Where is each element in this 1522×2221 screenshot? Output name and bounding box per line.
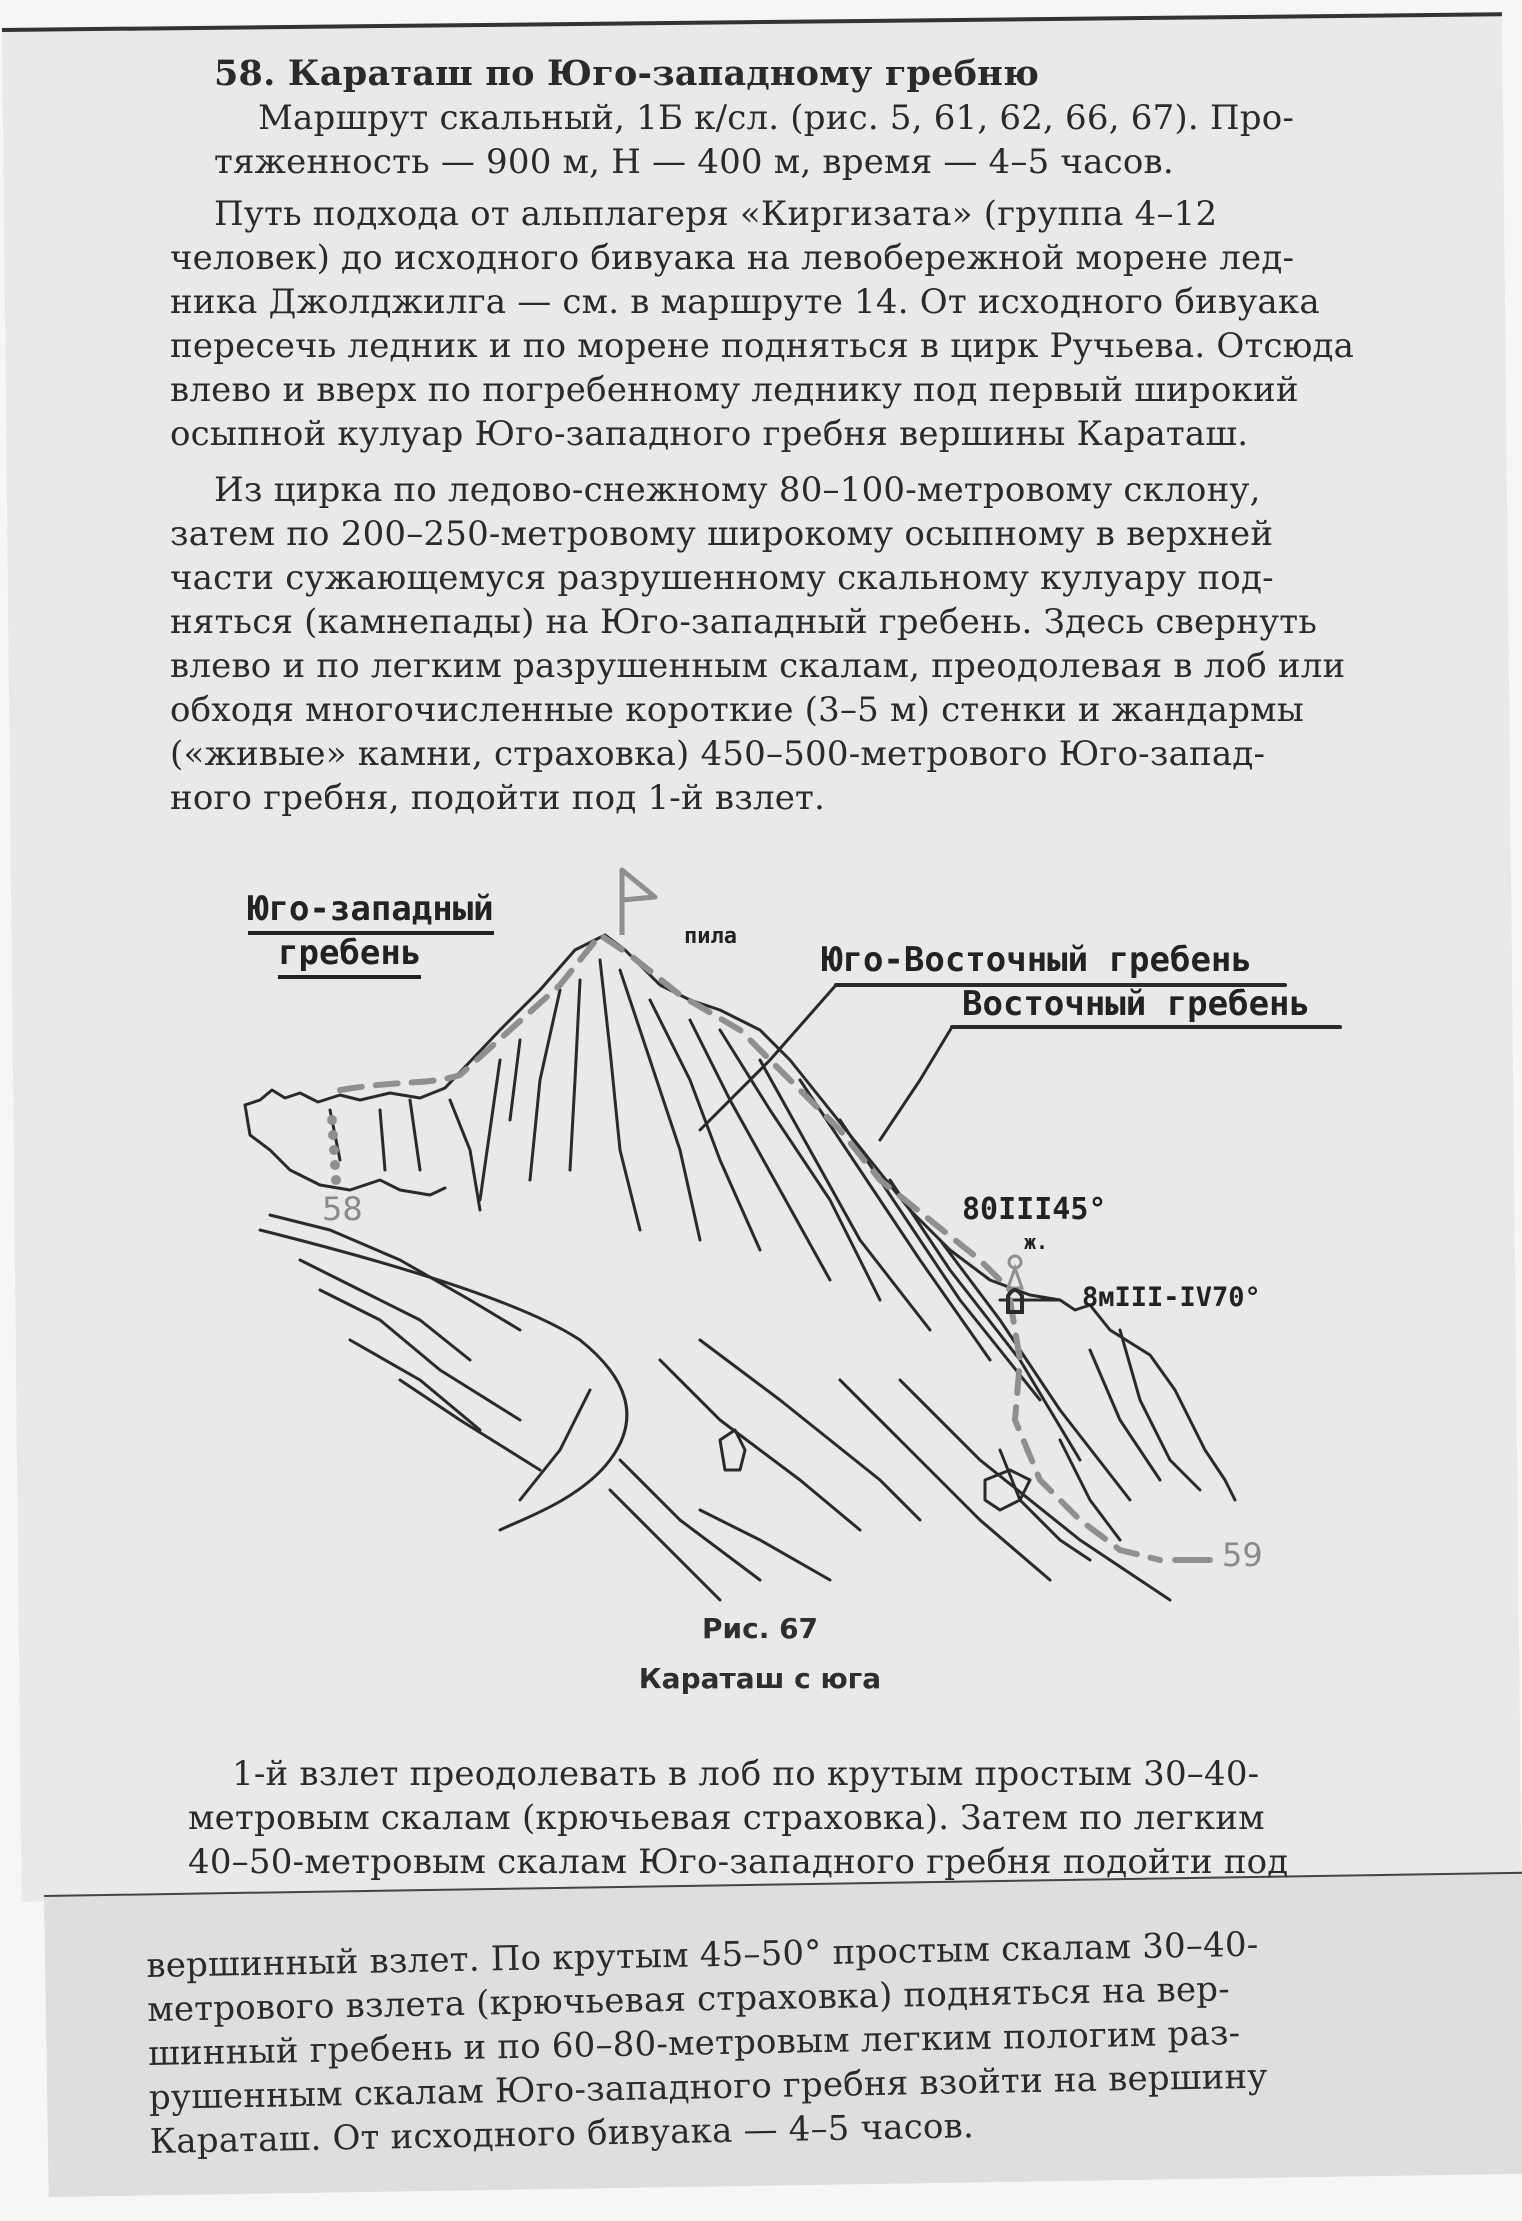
paragraph-3-line: затем по 200–250-метровому широкому осыпному в верхней <box>170 514 1274 554</box>
paragraph-4-line: метровым скалам (крючьевая страховка). Затем по легким <box>188 1798 1265 1838</box>
paragraph-3-line: Из цирка по ледово-снежному 80–100-метровому склону, <box>214 470 1261 510</box>
route-58-line <box>340 935 1010 1290</box>
paragraph-4-line: 1-й взлет преодолевать в лоб по крутым простым 30–40- <box>232 1754 1260 1794</box>
label-route-58: 58 <box>322 1190 363 1228</box>
paragraph-5-line: вершинный взлет. По крутым 45–50° простым скалам 30–40- <box>146 1924 1259 1986</box>
label-sw-ridge-line1: Юго-западный <box>248 889 494 935</box>
left-lower-ridge <box>245 1105 445 1195</box>
paragraph-2-line: ника Джолджилга — см. в маршруте 14. От исходного бивуака <box>170 282 1320 322</box>
route-59-line <box>1010 1300 1160 1560</box>
label-se-ridge: Юго-Восточный гребень <box>822 940 1252 980</box>
e-ridge-leader <box>880 1027 952 1140</box>
paragraph-3-line: влево и по легким разрушенным скалам, преодолевая в лоб или <box>170 646 1346 686</box>
paragraph-2-line: человек) до исходного бивуака на левобережной морене лед- <box>170 238 1295 278</box>
label-saw: пила <box>684 924 737 949</box>
paragraph-4 <box>188 1752 1288 1884</box>
route-heading: 58. Караташ по Юго-западному гребню <box>214 53 1040 94</box>
figure-title: Караташ с юга <box>638 1662 882 1695</box>
paragraph-5-line: рушенным скалам Юго-западного гребня взойти на вершину <box>148 2056 1268 2118</box>
paragraph-3-line: няться (камнепады) на Юго-западный гребень. Здесь свернуть <box>170 602 1318 642</box>
paragraph-2-line: Путь подхода от альплагеря «Киргизата» (группа 4–12 <box>214 194 1218 234</box>
label-sw-ridge-line2: гребень <box>278 933 421 979</box>
label-gendarme: ж. <box>1024 1230 1049 1254</box>
figure-number: Рис. 67 <box>701 1612 819 1645</box>
label-sw-ridge <box>248 890 494 972</box>
belay-anchor-icon <box>1008 1256 1022 1288</box>
glacier-outline <box>260 1230 627 1530</box>
label-route-59: 59 <box>1222 1536 1263 1574</box>
paragraph-5-line: шинный гребень и по 60–80-метровым легким пологим раз- <box>147 2013 1241 2074</box>
paragraph-3-line: («живые» камни, страховка) 450–500-метрового Юго-запад- <box>170 734 1266 774</box>
label-pitch-2: 8мIII-IV70° <box>1082 1282 1261 1313</box>
paragraph-4-line: 40–50-метровым скалам Юго-западного гребня подойти под <box>188 1842 1289 1882</box>
paragraph-3-line: обходя многочисленные короткие (3–5 м) стенки и жандармы <box>170 690 1305 730</box>
paragraph-2-line: пересечь ледник и по морене подняться в цирк Ручьева. Отсюда <box>170 326 1355 366</box>
label-pitch-1: 80III45° <box>962 1192 1107 1227</box>
paragraph-1-line: Маршрут скальный, 1Б к/сл. (рис. 5, 61, 62, 66, 67). Про- <box>258 98 1295 138</box>
paragraph-3-line: части сужающемуся разрушенному скальному кулуару под- <box>170 558 1274 598</box>
label-e-ridge: Восточный гребень <box>962 984 1310 1024</box>
paragraph-2-line: влево и вверх по погребенному леднику под первый широкий <box>170 370 1299 410</box>
paragraph-5-line: метрового взлета (крючьевая страховка) подняться на вер- <box>146 1969 1231 2030</box>
paragraph-5-line: Караташ. От исходного бивуака — 4–5 часов. <box>149 2106 975 2162</box>
paragraph-3-line: ного гребня, подойти под 1-й взлет. <box>170 778 826 818</box>
summit-flag-icon <box>622 870 655 935</box>
paragraph-1-line: тяженность — 900 м, Н — 400 м, время — 4–5 часов. <box>214 142 1174 182</box>
paragraph-2-line: осыпной кулуар Юго-западного гребня вершины Караташ. <box>170 414 1249 454</box>
paragraph-5 <box>146 1923 1269 2164</box>
